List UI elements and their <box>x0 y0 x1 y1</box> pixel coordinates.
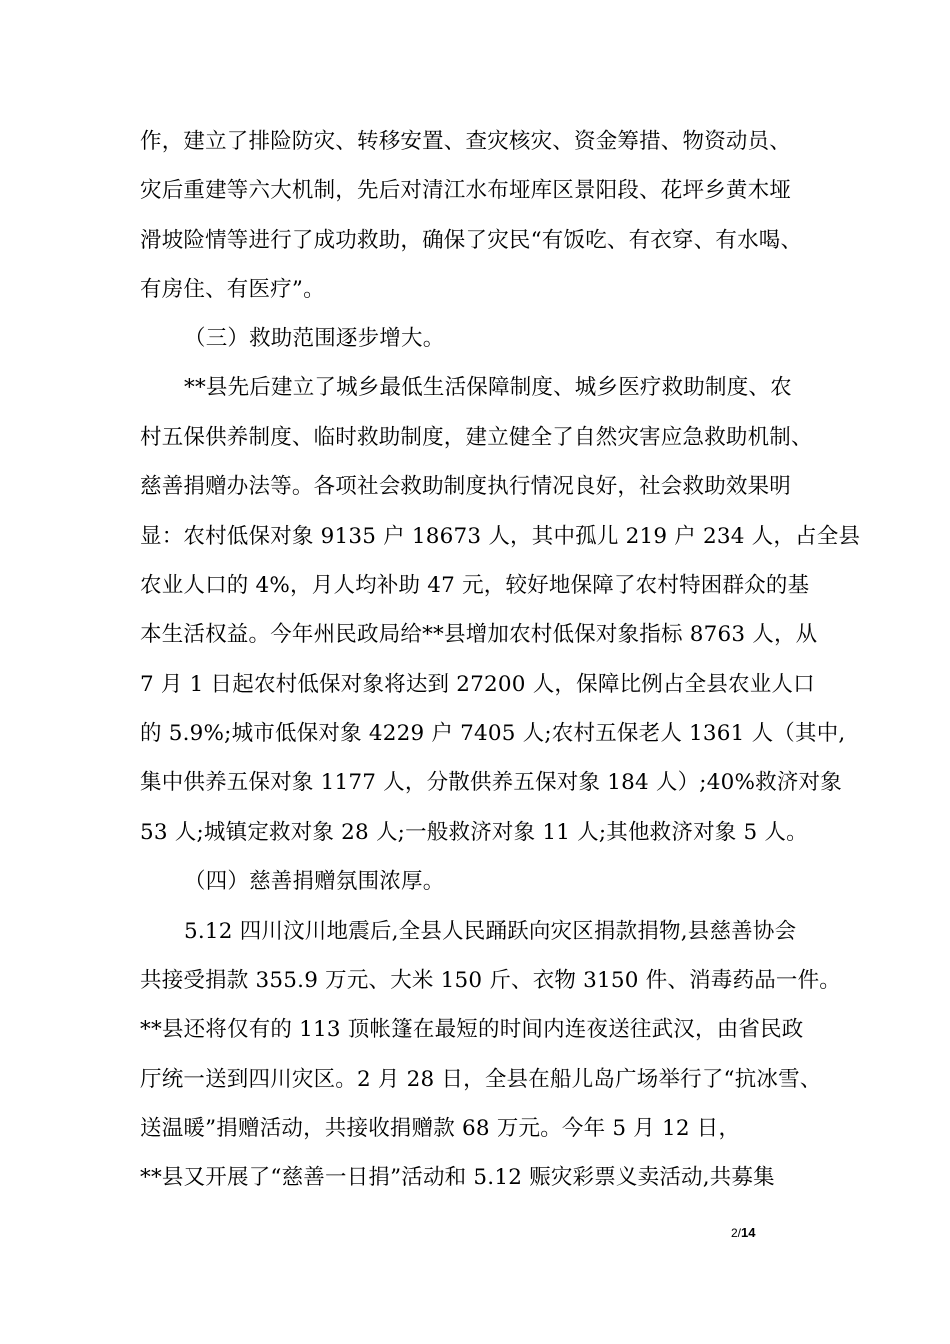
section-heading-3: （三）救助范围逐步增大。 <box>184 326 445 351</box>
text-line-10: 农业人口的 4%，月人均补助 47 元，较好地保障了农村特困群众的基 <box>140 573 810 598</box>
page-number-total: 14 <box>741 1225 756 1240</box>
text-line-8: 慈善捐赠办法等。各项社会救助制度执行情况良好，社会救助效果明 <box>140 474 792 499</box>
text-line-12: 7 月 1 日起农村低保对象将达到 27200 人，保障比例占全县农业人口 <box>140 672 815 697</box>
text-line-3: 滑坡险情等进行了成功救助，确保了灾民“有饭吃、有衣穿、有水喝、 <box>140 228 803 253</box>
page-number-current: 2/ <box>731 1226 742 1240</box>
text-line-20: 厅统一送到四川灾区。2 月 28 日，全县在船儿岛广场举行了“抗冰雪、 <box>140 1067 822 1092</box>
text-line-6: **县先后建立了城乡最低生活保障制度、城乡医疗救助制度、农 <box>184 375 792 400</box>
section-heading-4: （四）慈善捐赠氛围浓厚。 <box>184 869 445 894</box>
text-line-17: 5.12 四川汶川地震后,全县人民踊跃向灾区捐款捐物,县慈善协会 <box>184 919 797 944</box>
text-line-2: 灾后重建等六大机制，先后对清江水布垭库区景阳段、花坪乡黄木垭 <box>140 178 792 203</box>
text-line-9: 显：农村低保对象 9135 户 18673 人，其中孤儿 219 户 234 人，占全县 <box>140 524 861 549</box>
text-line-19: **县还将仅有的 113 顶帐篷在最短的时间内连夜送往武汉，由省民政 <box>140 1017 804 1042</box>
text-line-22: **县又开展了“慈善一日捐”活动和 5.12 赈灾彩票义卖活动,共募集 <box>140 1165 775 1190</box>
text-line-21: 送温暖”捐赠活动，共接收捐赠款 68 万元。今年 5 月 12 日， <box>140 1116 741 1141</box>
text-line-4: 有房住、有医疗”。 <box>140 277 325 302</box>
page-number <box>731 1226 755 1240</box>
text-line-13: 的 5.9%;城市低保对象 4229 户 7405 人;农村五保老人 1361 人（其中, <box>140 721 846 746</box>
text-line-7: 村五保供养制度、临时救助制度，建立健全了自然灾害应急救助机制、 <box>140 425 813 450</box>
text-line-15: 53 人;城镇定救对象 28 人;一般救济对象 11 人;其他救济对象 5 人。 <box>140 820 808 845</box>
text-line-14: 集中供养五保对象 1177 人，分散供养五保对象 184 人）;40%救济对象 <box>140 770 842 795</box>
text-line-18: 共接受捐款 355.9 万元、大米 150 斤、衣物 3150 件、消毒药品一件。 <box>140 968 842 993</box>
text-line-1: 作，建立了排险防灾、转移安置、查灾核灾、资金筹措、物资动员、 <box>140 129 792 154</box>
text-line-11: 本生活权益。今年州民政局给**县增加农村低保对象指标 8763 人，从 <box>140 622 818 647</box>
